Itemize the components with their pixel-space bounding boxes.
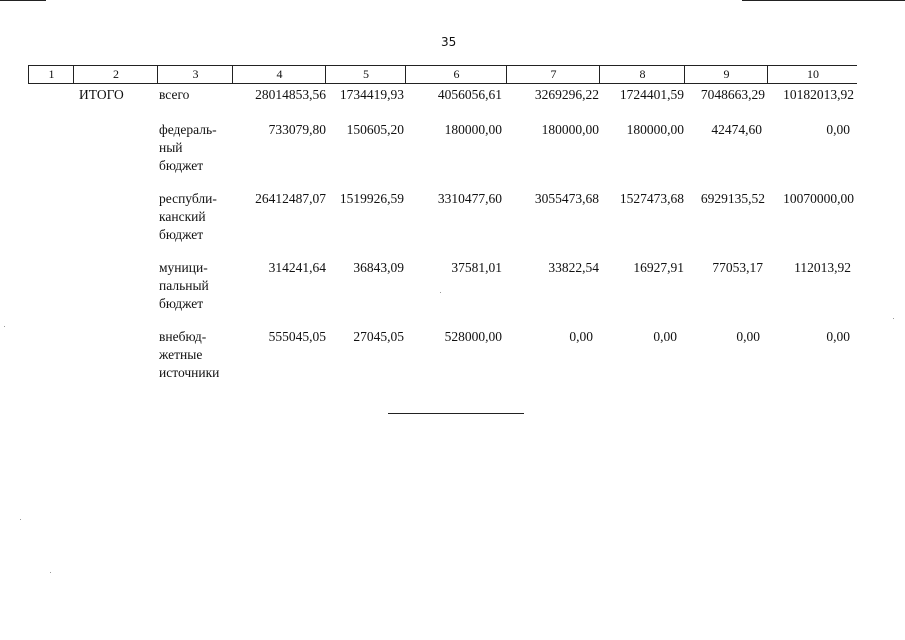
value-col-9: 77053,17 — [712, 260, 763, 275]
value-col-6: 528000,00 — [444, 329, 502, 344]
margin-speck — [50, 572, 51, 573]
header-col-6: 6 — [405, 66, 507, 83]
value-col-4: 26412487,07 — [255, 191, 326, 206]
margin-speck — [4, 326, 5, 327]
top-left-rule — [0, 0, 46, 1]
value-col-9: 6929135,52 — [700, 191, 765, 206]
value-col-6: 4056056,61 — [437, 87, 502, 102]
value-col-4: 314241,64 — [268, 260, 326, 275]
margin-speck — [440, 292, 441, 293]
header-col-1: 1 — [28, 66, 74, 83]
row-label-line: внебюд- — [159, 329, 207, 344]
closing-rule — [388, 413, 524, 414]
value-col-4: 555045,05 — [268, 329, 326, 344]
value-col-4: 28014853,56 — [255, 87, 326, 102]
value-col-8: 0,00 — [653, 329, 677, 344]
row-label-line: источники — [159, 365, 220, 380]
table-header-row — [28, 65, 857, 84]
page-number: 35 — [441, 35, 457, 49]
row-label-line: канский — [159, 209, 206, 224]
value-col-9: 0,00 — [736, 329, 760, 344]
value-col-6: 37581,01 — [451, 260, 502, 275]
row-label-line: муници- — [159, 260, 208, 275]
value-col-10: 10070000,00 — [783, 191, 854, 206]
header-col-9: 9 — [684, 66, 768, 83]
header-col-4: 4 — [232, 66, 326, 83]
value-col-9: 42474,60 — [711, 122, 762, 137]
value-col-5: 27045,05 — [353, 329, 404, 344]
value-col-5: 1519926,59 — [339, 191, 404, 206]
value-col-10: 112013,92 — [794, 260, 851, 275]
value-col-7: 180000,00 — [541, 122, 599, 137]
value-col-10: 0,00 — [826, 122, 850, 137]
header-col-3: 3 — [157, 66, 233, 83]
value-col-5: 1734419,93 — [339, 87, 404, 102]
value-col-9: 7048663,29 — [700, 87, 765, 102]
header-col-10: 10 — [767, 66, 858, 83]
value-col-6: 3310477,60 — [437, 191, 502, 206]
value-col-7: 3269296,22 — [534, 87, 599, 102]
value-col-8: 16927,91 — [633, 260, 684, 275]
value-col-7: 3055473,68 — [534, 191, 599, 206]
value-col-10: 0,00 — [826, 329, 850, 344]
row-label: всего — [159, 87, 190, 102]
value-col-7: 0,00 — [569, 329, 593, 344]
row-label-line: пальный — [159, 278, 209, 293]
row-label-line: республи- — [159, 191, 217, 206]
top-right-rule — [742, 0, 905, 1]
value-col-10: 10182013,92 — [783, 87, 854, 102]
value-col-4: 733079,80 — [268, 122, 326, 137]
margin-speck — [893, 318, 894, 319]
value-col-8: 1527473,68 — [619, 191, 684, 206]
row-label-line: федераль- — [159, 122, 217, 137]
header-col-2: 2 — [73, 66, 158, 83]
value-col-5: 150605,20 — [346, 122, 404, 137]
value-col-7: 33822,54 — [548, 260, 599, 275]
row-label-line: ный — [159, 140, 183, 155]
row-label-line: бюджет — [159, 227, 204, 242]
header-col-5: 5 — [325, 66, 406, 83]
value-col-6: 180000,00 — [444, 122, 502, 137]
value-col-8: 180000,00 — [626, 122, 684, 137]
row-label-line: жетные — [159, 347, 203, 362]
header-col-7: 7 — [506, 66, 600, 83]
total-label: ИТОГО — [79, 87, 124, 102]
header-col-8: 8 — [599, 66, 685, 83]
row-label-line: бюджет — [159, 158, 204, 173]
value-col-5: 36843,09 — [353, 260, 404, 275]
value-col-8: 1724401,59 — [619, 87, 684, 102]
margin-speck — [20, 519, 21, 520]
row-label-line: бюджет — [159, 296, 204, 311]
